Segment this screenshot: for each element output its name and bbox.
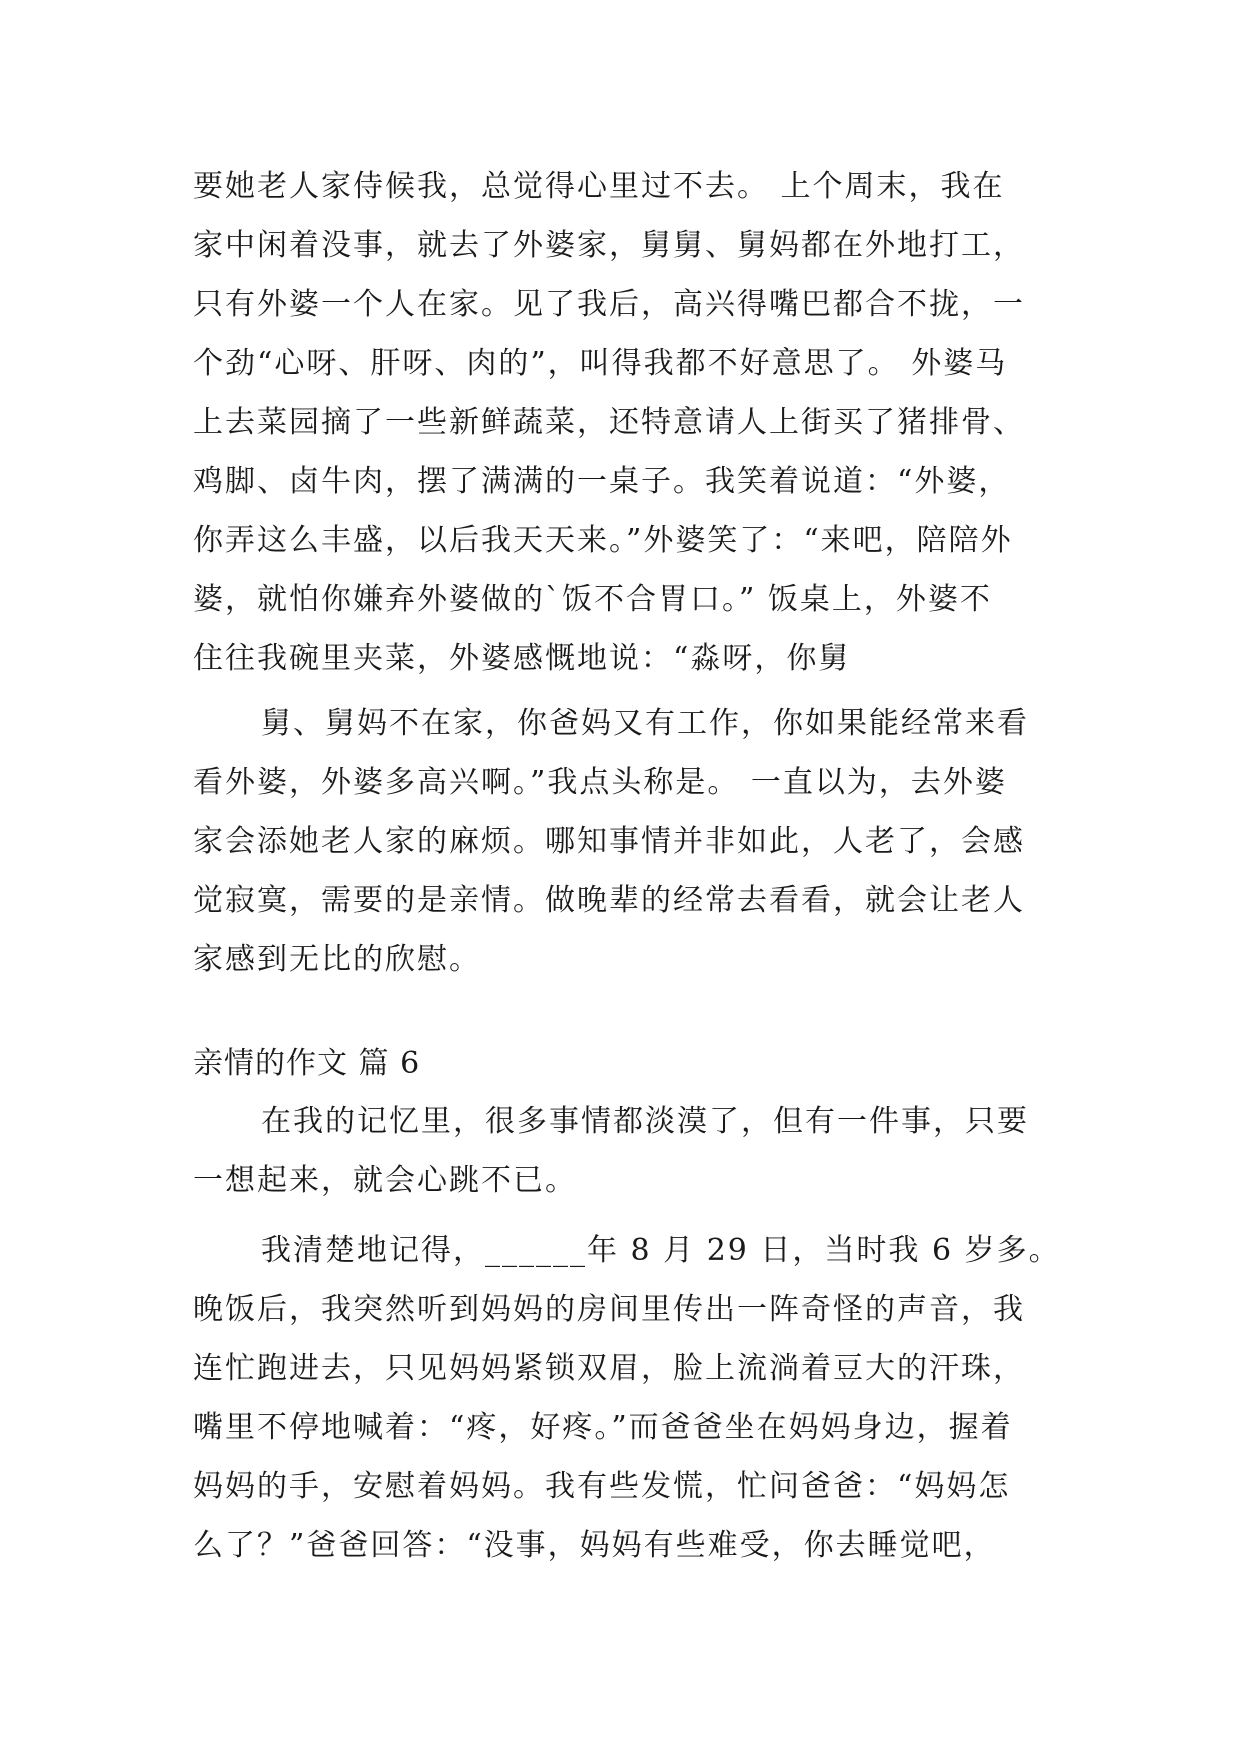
text-line: 晚饭后，我突然听到妈妈的房间里传出一阵奇怪的声音，我 [193,1292,1025,1327]
text-line: 在我的记忆里，很多事情都淡漠了，但有一件事，只要 [261,1104,1029,1139]
text-line: 连忙跑进去，只见妈妈紧锁双眉，脸上流淌着豆大的汗珠， [193,1351,1025,1386]
text-line: 么了？”爸爸回答：“没事，妈妈有些难受，你去睡觉吧， [193,1528,996,1563]
text-line: 家会添她老人家的麻烦。哪知事情并非如此，人老了，会感 [193,824,1025,859]
text-line: 住往我碗里夹菜，外婆感慨地说：“淼呀，你舅 [193,641,851,676]
text-line: 家中闲着没事，就去了外婆家，舅舅、舅妈都在外地打工， [193,228,1025,263]
paragraph [193,1092,1073,1210]
text-line: 看外婆，外婆多高兴啊。”我点头称是。 一直以为，去外婆 [193,765,1007,800]
text-line: 一想起来，就会心跳不已。 [193,1163,577,1198]
text-line: 嘴里不停地喊着：“疼，好疼。”而爸爸坐在妈妈身边，握着 [193,1410,1013,1445]
text-line: 觉寂寞，需要的是亲情。做晚辈的经常去看看，就会让老人 [193,883,1025,918]
text-line: 鸡脚、卤牛肉，摆了满满的一桌子。我笑着说道：“外婆， [193,464,1011,499]
paragraph [193,694,1073,989]
text-line: 妈妈的手，安慰着妈妈。我有些发慌，忙问爸爸：“妈妈怎 [193,1469,1011,1504]
paragraph-continued [193,157,1073,688]
text-line: 舅、舅妈不在家，你爸妈又有工作，你如果能经常来看 [261,706,1029,741]
section-heading: 亲情的作文 篇 6 [193,1046,421,1081]
text-line: 只有外婆一个人在家。见了我后，高兴得嘴巴都合不拢，一 [193,287,1025,322]
text-line: 我清楚地记得，______年 8 月 29 日，当时我 6 岁多。 [261,1233,1061,1268]
text-line: 家感到无比的欣慰。 [193,942,481,977]
text-line: 上去菜园摘了一些新鲜蔬菜，还特意请人上街买了猪排骨、 [193,405,1025,440]
text-line: 你弄这么丰盛，以后我天天来。”外婆笑了：“来吧，陪陪外 [193,523,1013,558]
paragraph [193,1221,1073,1575]
text-line: 婆，就怕你嫌弃外婆做的`饭不合胃口。” 饭桌上，外婆不 [193,582,992,617]
text-line: 个劲“心呀、肝呀、肉的”，叫得我都不好意思了。 外婆马 [193,346,1008,381]
text-line: 要她老人家侍候我，总觉得心里过不去。 上个周末，我在 [193,169,1005,204]
